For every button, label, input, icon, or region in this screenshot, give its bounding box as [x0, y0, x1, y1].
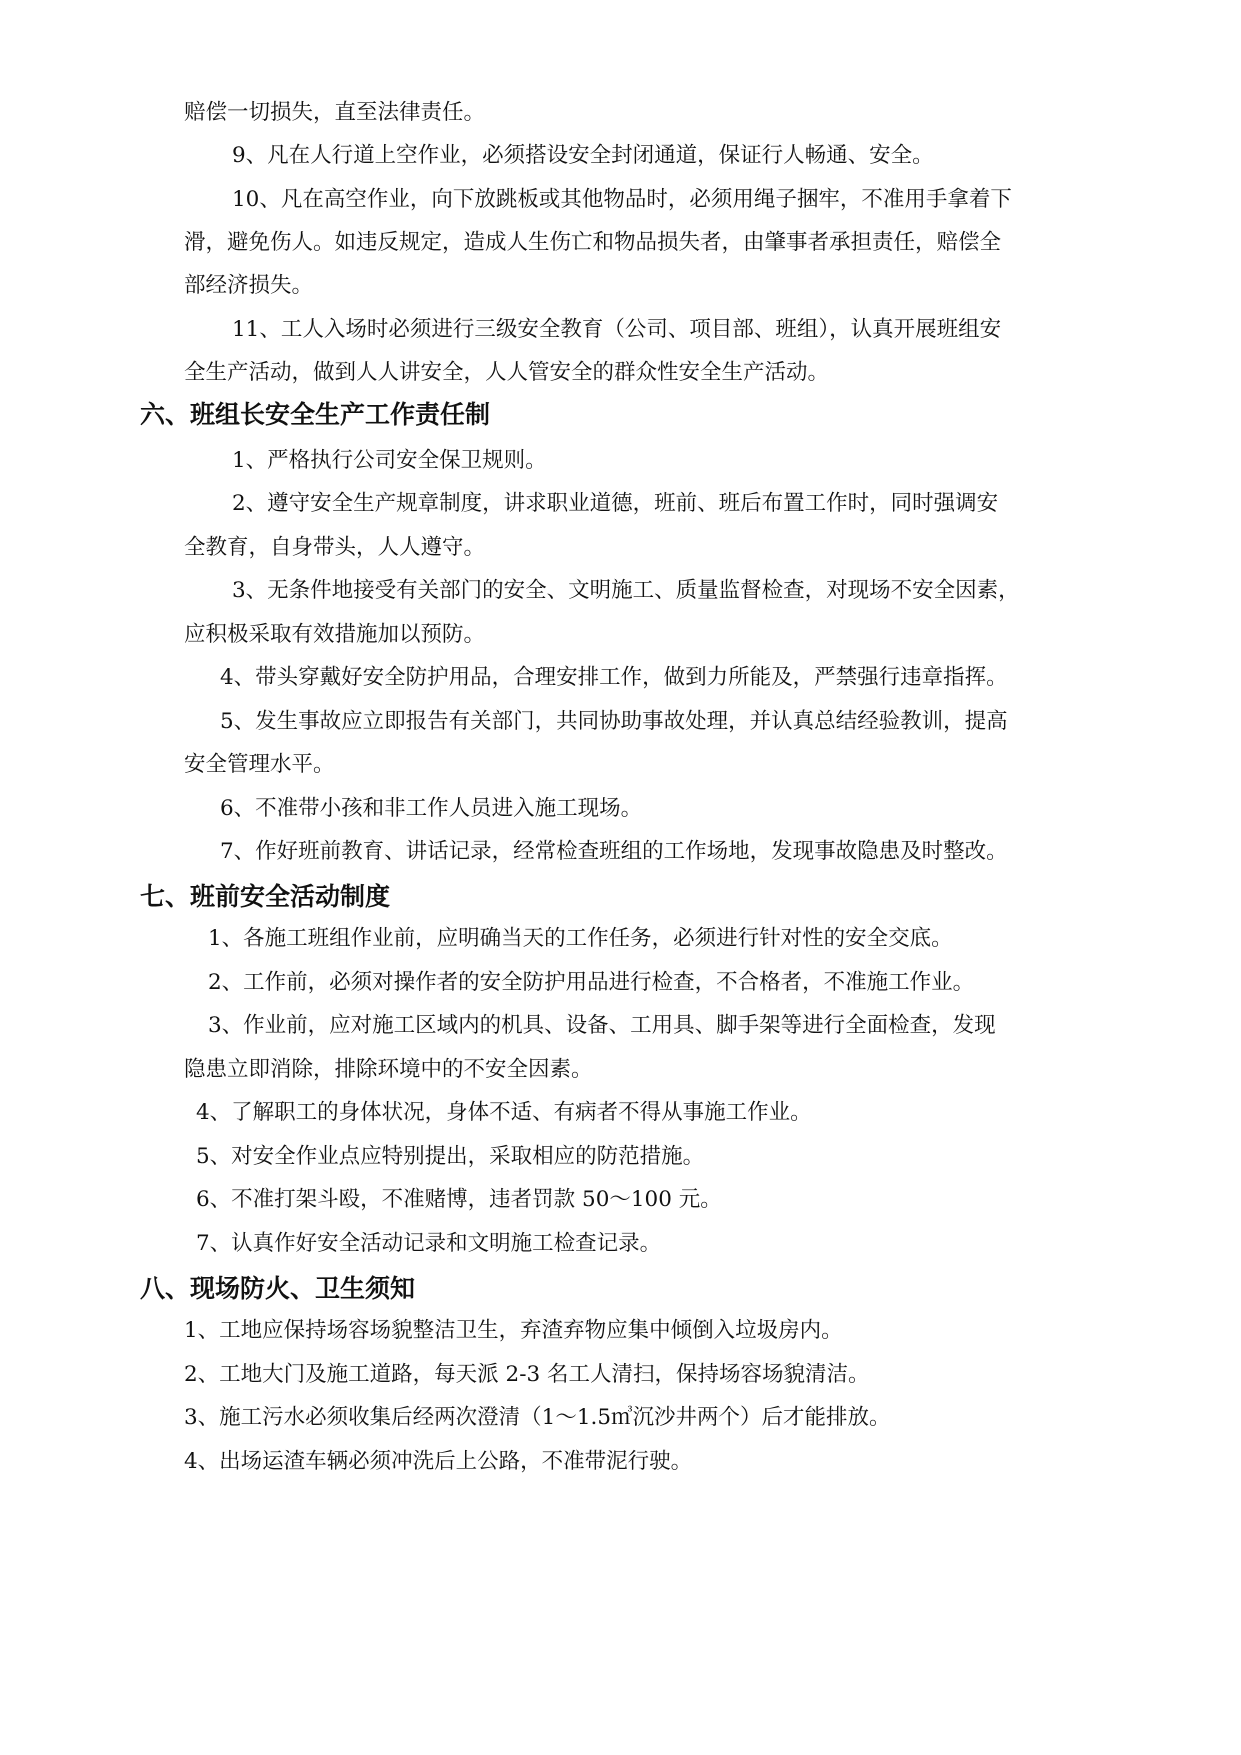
paragraph-line: 9、凡在人行道上空作业，必须搭设安全封闭通道，保证行人畅通、安全。	[232, 143, 934, 168]
paragraph-line: 7、作好班前教育、讲话记录，经常检查班组的工作场地，发现事故隐患及时整改。	[220, 839, 1008, 864]
section-heading: 七、班前安全活动制度	[140, 882, 391, 911]
paragraph-line: 6、不准带小孩和非工作人员进入施工现场。	[220, 796, 643, 821]
paragraph-line: 2、遵守安全生产规章制度，讲求职业道德，班前、班后布置工作时，同时强调安	[232, 491, 999, 516]
section-heading: 六、班组长安全生产工作责任制	[140, 400, 491, 429]
paragraph-line: 5、对安全作业点应特别提出，采取相应的防范措施。	[196, 1144, 705, 1169]
paragraph-line: 2、工地大门及施工道路，每天派 2-3 名工人清扫，保持场容场貌清洁。	[184, 1362, 870, 1387]
paragraph-line: 1、严格执行公司安全保卫规则。	[232, 448, 547, 473]
paragraph-line: 安全管理水平。	[184, 752, 335, 777]
paragraph-line: 应积极采取有效措施加以预防。	[184, 622, 486, 647]
paragraph-line: 部经济损失。	[184, 273, 314, 298]
paragraph-line: 3、作业前，应对施工区域内的机具、设备、工用具、脚手架等进行全面检查，发现	[208, 1013, 996, 1038]
paragraph-line: 全教育，自身带头，人人遵守。	[184, 535, 486, 560]
paragraph-line: 全生产活动，做到人人讲安全，人人管安全的群众性安全生产活动。	[184, 360, 830, 385]
paragraph-line: 滑，避免伤人。如违反规定，造成人生伤亡和物品损失者，由肇事者承担责任，赔偿全	[184, 230, 1002, 255]
paragraph-line: 3、施工污水必须收集后经两次澄清（1～1.5㎥沉沙井两个）后才能排放。	[184, 1405, 891, 1430]
paragraph-line: 1、工地应保持场容场貌整洁卫生，弃渣弃物应集中倾倒入垃圾房内。	[184, 1318, 843, 1343]
paragraph-line: 1、各施工班组作业前，应明确当天的工作任务，必须进行针对性的安全交底。	[208, 926, 953, 951]
paragraph-line: 7、认真作好安全活动记录和文明施工检查记录。	[196, 1231, 662, 1256]
paragraph-line: 隐患立即消除，排除环境中的不安全因素。	[184, 1057, 593, 1082]
paragraph-line: 4、了解职工的身体状况，身体不适、有病者不得从事施工作业。	[196, 1100, 812, 1125]
paragraph-line: 5、发生事故应立即报告有关部门，共同协助事故处理，并认真总结经验教训，提高	[220, 709, 1008, 734]
paragraph-line: 11、工人入场时必须进行三级安全教育（公司、项目部、班组），认真开展班组安	[232, 317, 1002, 342]
paragraph-line: 3、无条件地接受有关部门的安全、文明施工、质量监督检查，对现场不安全因素，	[232, 578, 1020, 603]
paragraph-line: 赔偿一切损失，直至法律责任。	[184, 100, 486, 125]
paragraph-line: 2、工作前，必须对操作者的安全防护用品进行检查，不合格者，不准施工作业。	[208, 970, 975, 995]
paragraph-line: 10、凡在高空作业，向下放跳板或其他物品时，必须用绳子捆牢，不准用手拿着下	[232, 187, 1012, 212]
paragraph-line: 6、不准打架斗殴，不准赌博，违者罚款 50～100 元。	[196, 1187, 722, 1212]
paragraph-line: 4、带头穿戴好安全防护用品，合理安排工作，做到力所能及，严禁强行违章指挥。	[220, 665, 1008, 690]
section-heading: 八、现场防火、卫生须知	[140, 1274, 416, 1303]
paragraph-line: 4、出场运渣车辆必须冲洗后上公路，不准带泥行驶。	[184, 1449, 693, 1474]
